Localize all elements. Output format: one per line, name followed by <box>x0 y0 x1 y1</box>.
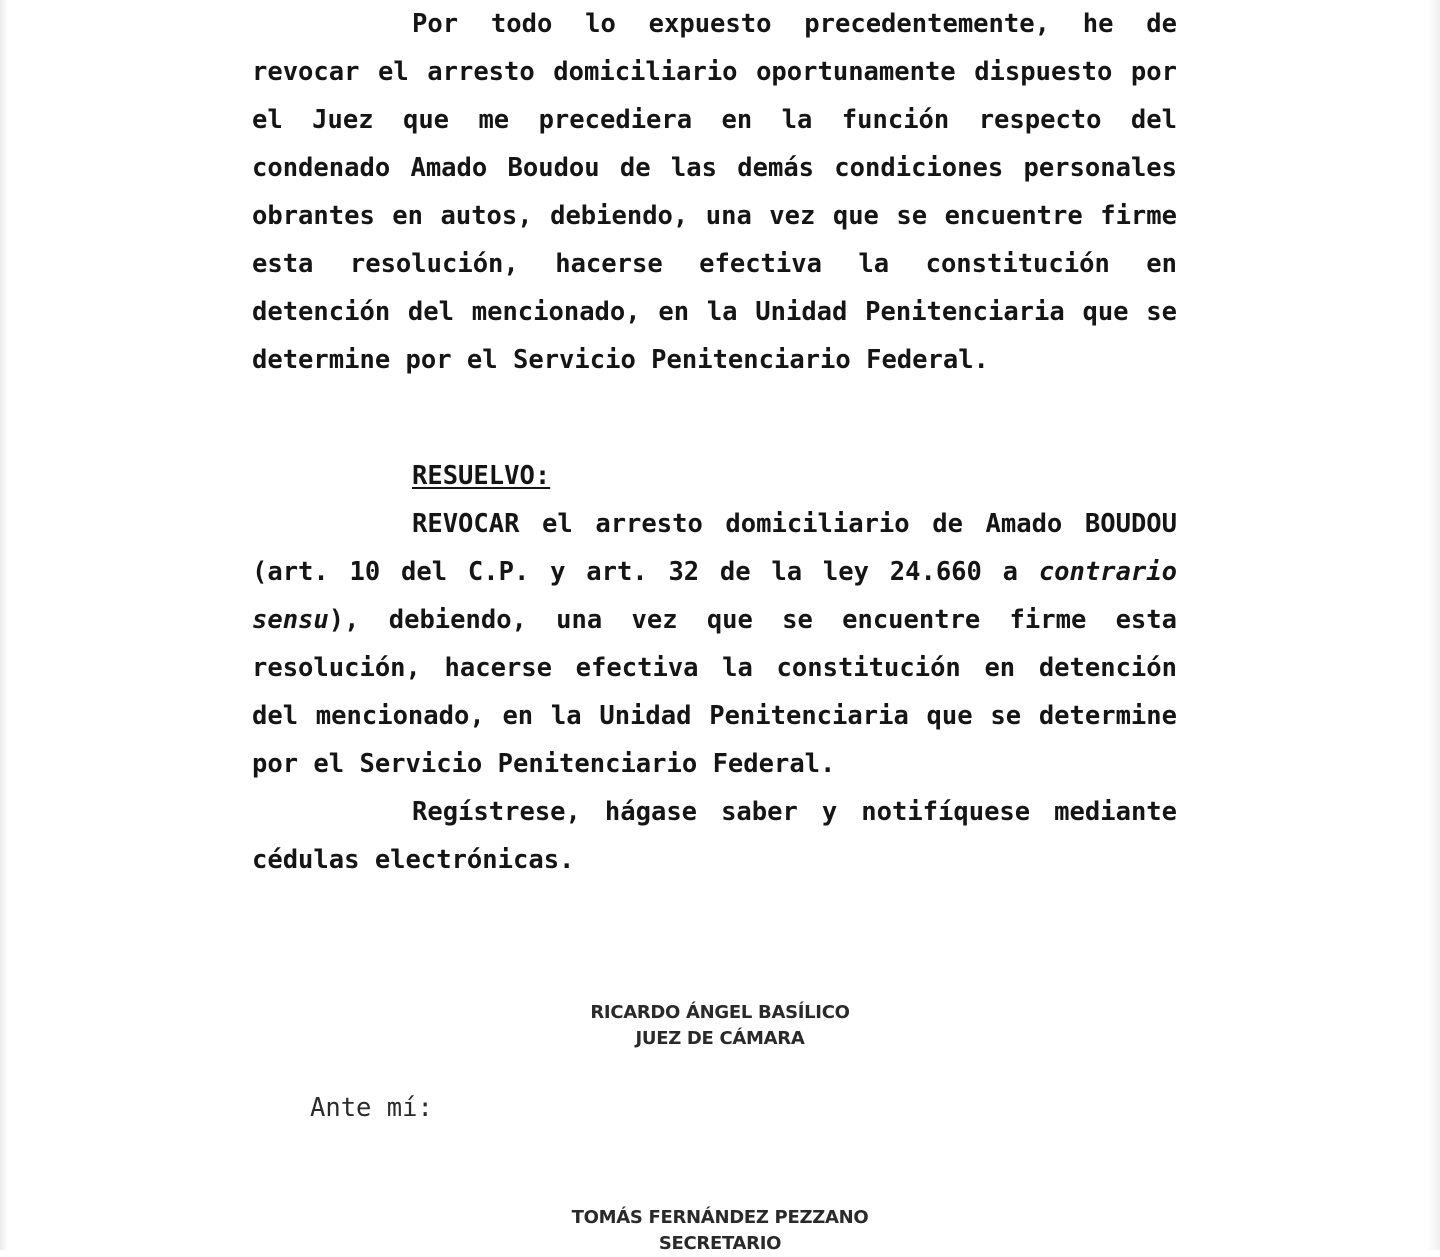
resuelvo-heading: RESUELVO: <box>412 461 551 491</box>
clerk-role: SECRETARIO <box>658 1233 782 1254</box>
paragraph-resuelvo <box>252 500 1177 788</box>
judge-name: RICARDO ÁNGEL BASÍLICO <box>590 1002 850 1023</box>
clerk-name: TOMÁS FERNÁNDEZ PEZZANO <box>571 1207 869 1228</box>
judge-role: JUEZ DE CÁMARA <box>635 1028 805 1049</box>
scan-edge-left <box>0 0 8 1250</box>
resuelvo-text-italic: contrario sensu <box>252 557 1177 635</box>
clerk-signature-block <box>0 1205 1440 1257</box>
resuelvo-text-part2: ), debiendo, una vez que se encuentre firme esta resolución, hacerse efectiva la constitución en detención del mencionado, en la Unidad Penitenciaria que se determine por el Servicio Penitenciario Federal. <box>252 605 1177 779</box>
paragraph-revocacion: Por todo lo expuesto precedentemente, he de revocar el arresto domiciliario oportunamente dispuesto por el Juez que me precediera en la función respecto del condenado Amado Boudou de las demás condiciones personales obrantes en autos, debiendo, una vez que se encuentre firme esta resolución, hacerse efectiva la constitución en detención del mencionado, en la Unidad Penitenciaria que se determine por el Servicio Penitenciario Federal. <box>252 9 1177 375</box>
ante-mi-label: Ante mí: <box>310 1093 433 1123</box>
paragraph-closing: Regístrese, hágase saber y notifíquese mediante cédulas electrónicas. <box>252 797 1177 875</box>
judge-signature-block <box>0 1000 1440 1052</box>
resuelvo-heading-line <box>252 452 1177 500</box>
spacer-before-resuelvo <box>252 384 1177 452</box>
document-text-body <box>252 0 1177 884</box>
scan-edge-right <box>1428 0 1440 1250</box>
resuelvo-text-part1: REVOCAR el arresto domiciliario de Amado BOUDOU (art. 10 del C.P. y art. 32 de la ley 24.660 a <box>252 509 1177 587</box>
